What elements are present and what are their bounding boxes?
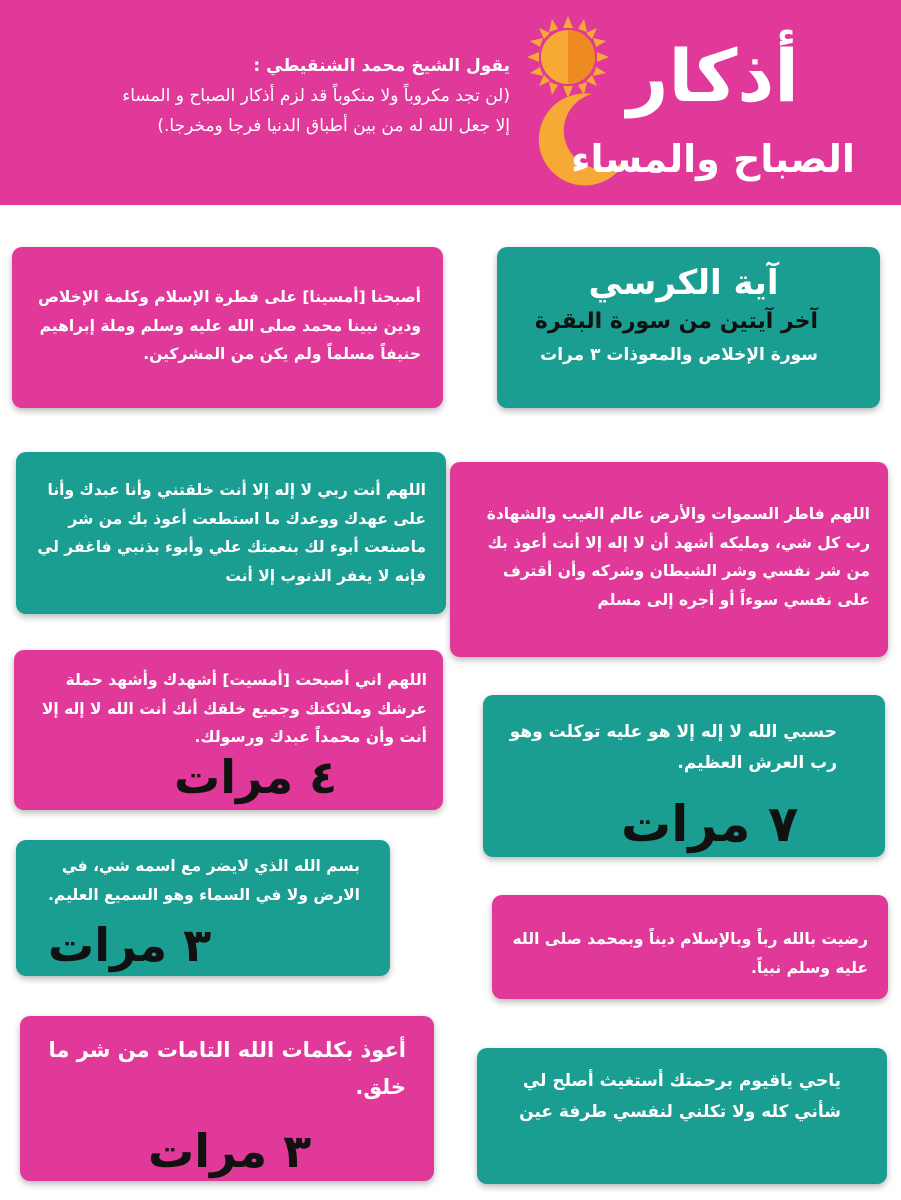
- dhikr-text: ياحي ياقيوم برحمتك أستغيث أصلح لي شأني كله ولا تكلني لنفسي طرفة عين: [519, 1071, 841, 1122]
- dhikr-text: حسبي الله لا إله إلا هو عليه توكلت وهو رب العرش العظيم.: [509, 722, 837, 774]
- dhikr-text: اللهم فاطر السموات والأرض عالم الغيب والشهادة رب كل شي، ومليكه أشهد أن لا إله إلا أنت أعوذ بك من شر نفسي وشر الشيطان وشركه وأن أقترف على نفسي سوءاً أو أجره إلى مسلم: [486, 505, 870, 610]
- header-banner: [0, 0, 901, 205]
- dhikr-card-islam-fitrah: [12, 247, 443, 408]
- page-title: أذكار: [627, 34, 799, 118]
- dhikr-card-kalimat-allah: [20, 1016, 434, 1181]
- dhikr-text: اللهم اني أصبحت [أمسيت] أشهدك وأشهد حملة عرشك وملائكتك وجميع خلقك أنك أنت الله لا إله إلا أنت وأن محمداً عبدك ورسولك.: [41, 671, 427, 747]
- dhikr-text: أعوذ بكلمات الله التامات من شر ما خلق.: [48, 1038, 406, 1099]
- dhikr-card-fatir: [450, 462, 888, 657]
- dhikr-text: اللهم أنت ربي لا إله إلا أنت خلقتني وأنا عبدك وأنا على عهدك ووعدك ما استطعت أعوذ بك من شر ماصنعت أبوء لك بنعمتك علي وأبوء بذنبي فاغفر لي فإنه لا يغفر الذنوب إلا أنت: [37, 481, 426, 586]
- quote-line: (لن تجد مكروباً ولا منكوباً قد لزم أذكار الصباح و المساء: [122, 85, 510, 106]
- header-quote: [80, 52, 510, 141]
- repeat-count: ٣ مرات: [48, 918, 212, 972]
- repeat-count: ٣ مرات: [148, 1124, 312, 1178]
- dhikr-card-raditu: [492, 895, 888, 999]
- dhikr-text: بسم الله الذي لايضر مع اسمه شي، في الارض ولا في السماء وهو السميع العليم.: [48, 857, 360, 904]
- quote-line: إلا جعل الله له من بين أطباق الدنيا فرجا ومخرجا.): [157, 115, 510, 136]
- repeat-count: ٤ مرات: [174, 750, 338, 804]
- dhikr-card-sayyid-al-istighfar: [16, 452, 446, 614]
- dhikr-card-hasbiya-allah: [483, 695, 885, 857]
- dhikr-text: سورة الإخلاص والمعوذات ٣ مرات: [540, 344, 818, 365]
- dhikr-text: رضيت بالله رباً وبالإسلام ديناً وبمحمد صلى الله عليه وسلم نبياً.: [512, 930, 868, 977]
- dhikr-subheading: آخر آيتين من سورة البقرة: [534, 308, 818, 334]
- quote-author: يقول الشيخ محمد الشنقيطي :: [253, 56, 510, 76]
- dhikr-text: أصبحنا [أمسينا] على فطرة الإسلام وكلمة الإخلاص ودين نبينا محمد صلى الله عليه وسلم وملة إبراهيم حنيفاً مسلماً ولم يكن من المشركين.: [38, 288, 421, 364]
- dhikr-card-bismillah: [16, 840, 390, 976]
- page-subtitle: الصباح والمساء: [571, 137, 855, 181]
- dhikr-heading: آية الكرسي: [588, 263, 779, 303]
- dhikr-card-ya-hayy: [477, 1048, 887, 1184]
- dhikr-card-ayat-al-kursi: [497, 247, 880, 408]
- repeat-count: ٧ مرات: [621, 795, 799, 853]
- dhikr-card-ushhiduk: [14, 650, 443, 810]
